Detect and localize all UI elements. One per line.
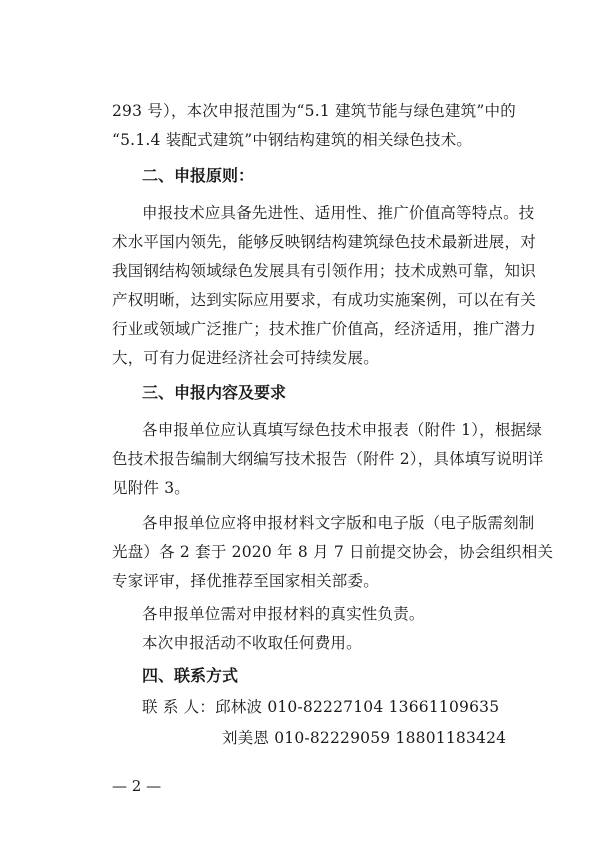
paragraph-line: 专家评审，择优推荐至国家相关部委。 <box>112 572 379 590</box>
paragraph-line: 术水平国内领先，能够反映钢结构建筑绿色技术最新进展，对 <box>112 233 536 251</box>
contact-tel: 010-82227104 <box>267 698 384 716</box>
contact-row-2 <box>222 728 506 748</box>
contact-mobile: 13661109635 <box>388 698 500 716</box>
paragraph-line: 我国钢结构领域绿色发展具有引领作用；技术成熟可靠，知识 <box>112 262 536 280</box>
contact-name: 刘美恩 <box>222 729 270 747</box>
section-heading-contact: 四、联系方式 <box>142 666 239 685</box>
contact-mobile: 18801183424 <box>395 729 507 747</box>
paragraph-line: 见附件 3。 <box>112 479 190 497</box>
page-number: — 2 — <box>112 777 162 795</box>
section-heading-principles: 二、申报原则： <box>142 166 255 185</box>
paragraph-line: 色技术报告编制大纲编写技术报告（附件 2），具体填写说明详 <box>112 450 544 468</box>
contact-label: 联 系 人： <box>142 698 216 716</box>
paragraph-line: 各申报单位应将申报材料文字版和电子版（电子版需刻制 <box>142 514 535 532</box>
contact-name: 邱林波 <box>215 698 263 716</box>
paragraph-line: 产权明晰，达到实际应用要求，有成功实施案例，可以在有关 <box>112 291 536 309</box>
intro-line-1: 293 号），本次申报范围为“5.1 建筑节能与绿色建筑”中的 <box>112 102 516 120</box>
contact-tel: 010-82229059 <box>274 729 391 747</box>
paragraph-line: 申报技术应具备先进性、适用性、推广价值高等特点。技 <box>142 204 535 222</box>
paragraph-line: 光盘）各 2 套于 2020 年 8 月 7 日前提交协会，协会组织相关 <box>112 543 554 561</box>
paragraph-line: 行业或领域广泛推广；技术推广价值高，经济适用，推广潜力 <box>112 320 536 338</box>
paragraph-line: 大，可有力促进经济社会可持续发展。 <box>112 349 379 367</box>
contact-row-1 <box>142 697 499 717</box>
intro-line-2: “5.1.4 装配式建筑”中钢结构建筑的相关绿色技术。 <box>112 131 473 149</box>
section-heading-content-requirements: 三、申报内容及要求 <box>142 383 287 402</box>
paragraph-line: 各申报单位应认真填写绿色技术申报表（附件 1），根据绿 <box>142 421 542 439</box>
paragraph-line: 本次申报活动不收取任何费用。 <box>142 634 362 652</box>
paragraph-line: 各申报单位需对申报材料的真实性负责。 <box>142 605 425 623</box>
